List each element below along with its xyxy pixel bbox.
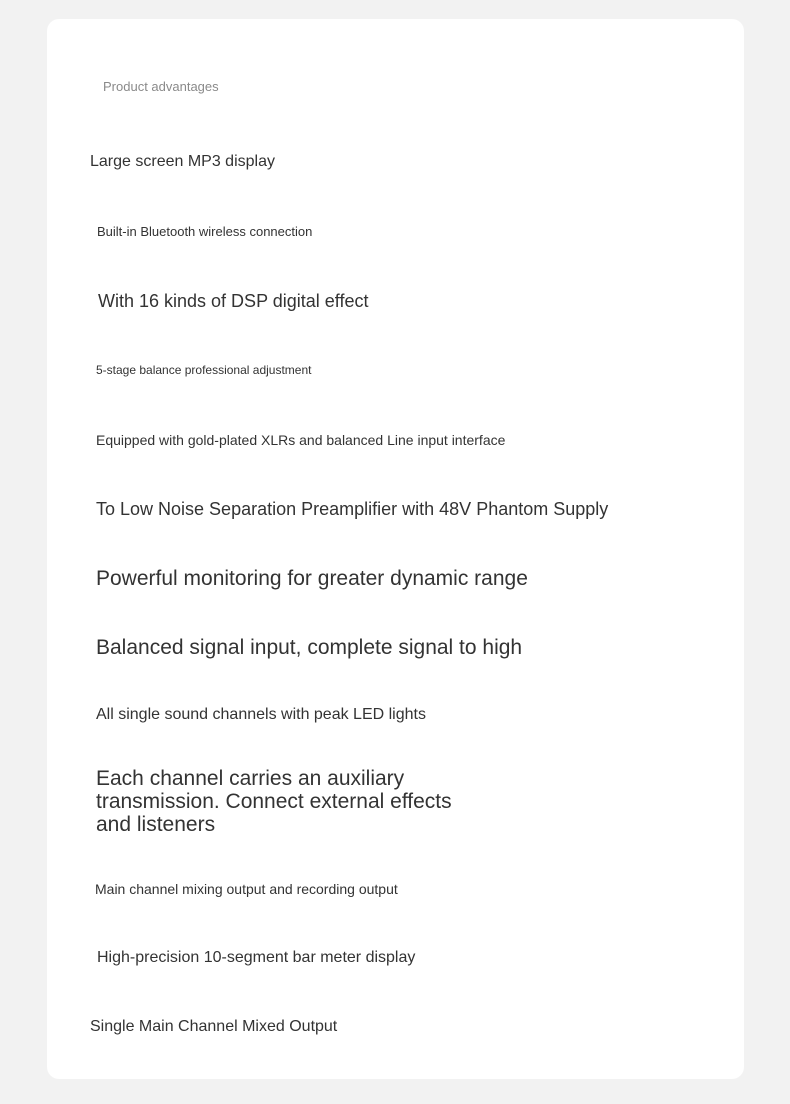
feature-item: All single sound channels with peak LED lights (96, 706, 426, 723)
feature-item: Balanced signal input, complete signal to high (96, 636, 523, 659)
product-advantages-card (47, 19, 744, 1079)
feature-item: 5-stage balance professional adjustment (96, 363, 312, 377)
feature-item: To Low Noise Separation Preamplifier with 48V Phantom Supply (96, 499, 609, 519)
feature-item: With 16 kinds of DSP digital effect (98, 291, 369, 311)
section-heading: Product advantages (103, 79, 219, 94)
feature-item: Large screen MP3 display (90, 153, 275, 170)
feature-item: Built-in Bluetooth wireless connection (97, 224, 313, 239)
feature-item: Single Main Channel Mixed Output (90, 1018, 338, 1035)
feature-item: Equipped with gold-plated XLRs and balanced Line input interface (96, 432, 506, 448)
feature-item: Main channel mixing output and recording output (95, 881, 398, 897)
feature-item: High-precision 10-segment bar meter display (97, 949, 416, 966)
feature-item: Each channel carries an auxiliary transmission. Connect external effects and listeners (96, 767, 452, 837)
feature-item: Powerful monitoring for greater dynamic range (96, 567, 528, 590)
